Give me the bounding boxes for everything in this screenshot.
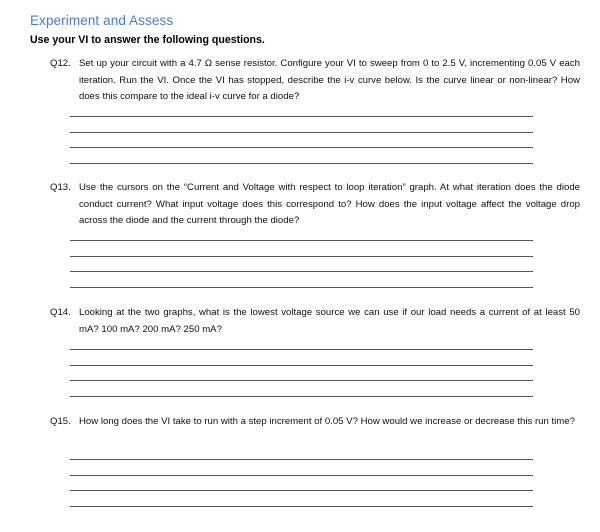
question-number: Q13. xyxy=(50,182,71,193)
answer-lines-q13[interactable] xyxy=(70,240,533,302)
question-q15 xyxy=(50,414,580,431)
answer-line[interactable] xyxy=(70,256,533,257)
question-text: Set up your circuit with a 4.7 Ω sense resistor. Configure your VI to sweep from 0 to 2.5 V, incrementing 0.05 V each iteration. Run the VI. Once the VI has stopped, describe the i-v curve below. Is the curve linear or non-linear? How does this compare to the ideal i-v curve for a diode? xyxy=(79,58,580,102)
answer-line[interactable] xyxy=(70,396,533,397)
section-title: Experiment and Assess xyxy=(30,13,174,28)
answer-lines-q14[interactable] xyxy=(70,349,533,411)
question-q12 xyxy=(50,56,580,106)
question-q13 xyxy=(50,180,580,230)
answer-line[interactable] xyxy=(70,271,533,272)
question-number: Q15. xyxy=(50,416,71,427)
question-text: Use the cursors on the “Current and Voltage with respect to loop iteration” graph. At what iteration does the diode conduct current? What input voltage does this correspond to? How does the input voltage affect the voltage drop across the diode and the current through the diode? xyxy=(79,182,580,226)
answer-line[interactable] xyxy=(70,459,533,460)
answer-lines-q15[interactable] xyxy=(70,459,533,521)
answer-lines-q12[interactable] xyxy=(70,116,533,178)
answer-line[interactable] xyxy=(70,380,533,381)
answer-line[interactable] xyxy=(70,349,533,350)
answer-line[interactable] xyxy=(70,490,533,491)
question-q14 xyxy=(50,305,580,338)
answer-line[interactable] xyxy=(70,475,533,476)
answer-line[interactable] xyxy=(70,506,533,507)
question-number: Q14. xyxy=(50,307,71,318)
answer-line[interactable] xyxy=(70,132,533,133)
answer-line[interactable] xyxy=(70,365,533,366)
question-number: Q12. xyxy=(50,58,71,69)
answer-line[interactable] xyxy=(70,240,533,241)
answer-line[interactable] xyxy=(70,163,533,164)
instructions: Use your VI to answer the following questions. xyxy=(30,34,265,46)
answer-line[interactable] xyxy=(70,116,533,117)
question-text: How long does the VI take to run with a step increment of 0.05 V? How would we increase or decrease this run time? xyxy=(79,416,575,427)
question-text: Looking at the two graphs, what is the lowest voltage source we can use if our load needs a current of at least 50 mA? 100 mA? 200 mA? 250 mA? xyxy=(79,307,580,335)
answer-line[interactable] xyxy=(70,147,533,148)
answer-line[interactable] xyxy=(70,287,533,288)
